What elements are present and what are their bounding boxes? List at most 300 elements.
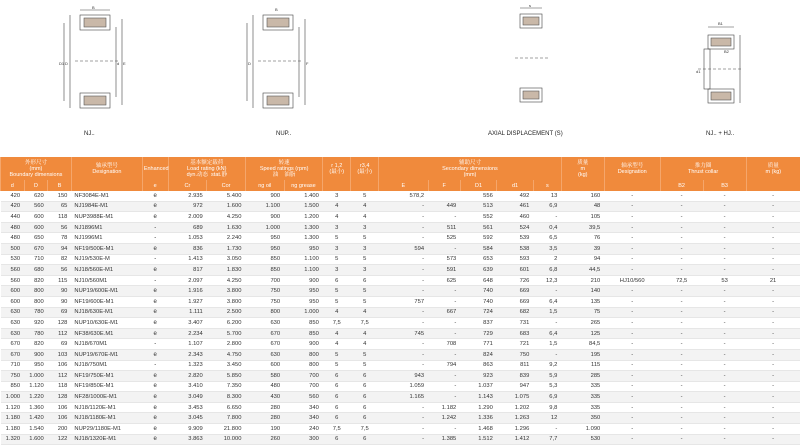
table-cell: 1.120 — [1, 402, 25, 413]
table-cell: 115 — [561, 360, 604, 371]
table-cell: 750 — [245, 296, 284, 307]
table-cell: 560 — [284, 392, 323, 403]
col-thrust-des-sub — [604, 180, 660, 191]
col-designation-sub — [71, 180, 142, 191]
table-cell: 4 — [323, 328, 351, 339]
table-cell: NJ1996M1 — [71, 233, 142, 244]
table-cell: e — [142, 191, 168, 201]
table-cell: 5 — [351, 296, 379, 307]
header-secondary: 辅助尺寸 Secondary dimensions (mm) — [379, 157, 562, 180]
table-cell: 118 — [48, 381, 72, 392]
table-cell: 1.412 — [497, 434, 534, 445]
table-cell: 440 — [1, 212, 25, 223]
table-cell: 3 — [351, 265, 379, 276]
table-cell: 3.049 — [168, 392, 207, 403]
table-cell: 780 — [24, 328, 48, 339]
table-cell: 4 — [323, 339, 351, 350]
table-cell: 593 — [497, 254, 534, 265]
table-cell: 1.100 — [284, 254, 323, 265]
table-cell: - — [142, 339, 168, 350]
table-cell: 1.336 — [460, 413, 497, 424]
table-cell: 420 — [1, 201, 25, 212]
table-cell: - — [428, 318, 460, 329]
table-cell: 1.360 — [24, 402, 48, 413]
table-cell: 76 — [561, 233, 604, 244]
table-cell: 6 — [351, 434, 379, 445]
table-cell: 480 — [1, 233, 25, 244]
table-cell: 7,5 — [351, 318, 379, 329]
table-cell: 6 — [351, 275, 379, 286]
table-cell: 4 — [323, 307, 351, 318]
table-row — [1, 349, 800, 360]
table-cell: 140 — [561, 286, 604, 297]
table-cell: 9.909 — [168, 424, 207, 435]
table-cell: 340 — [284, 402, 323, 413]
table-cell: 594 — [379, 243, 428, 254]
table-cell: 4 — [351, 339, 379, 350]
table-cell: 757 — [379, 296, 428, 307]
table-cell: - — [660, 413, 703, 424]
table-cell: 750 — [245, 286, 284, 297]
table-cell: - — [746, 371, 800, 382]
table-cell: 5 — [323, 360, 351, 371]
table-cell: 1.100 — [284, 265, 323, 276]
table-cell: 1.730 — [207, 243, 246, 254]
table-cell: - — [379, 318, 428, 329]
table-row — [1, 328, 800, 339]
table-cell: 6.200 — [207, 318, 246, 329]
table-cell: 3.045 — [168, 413, 207, 424]
table-cell: 1.630 — [207, 222, 246, 233]
table-cell: 5 — [351, 360, 379, 371]
table-cell: 839 — [497, 371, 534, 382]
table-cell: 90 — [48, 296, 72, 307]
table-cell: 630 — [1, 318, 25, 329]
table-cell: - — [660, 212, 703, 223]
table-cell: 972 — [168, 201, 207, 212]
table-cell: 4.250 — [207, 212, 246, 223]
table-cell: 669 — [497, 286, 534, 297]
label-s: s — [529, 3, 531, 8]
table-cell: 729 — [460, 328, 497, 339]
table-cell: 670 — [245, 339, 284, 350]
table-cell: e — [142, 328, 168, 339]
table-cell: - — [379, 349, 428, 360]
table-cell: 600 — [245, 360, 284, 371]
table-cell: - — [703, 328, 746, 339]
diagram-axial — [495, 2, 565, 122]
table-cell: 2.800 — [207, 339, 246, 350]
col-enhanced-mark: e — [142, 180, 168, 191]
table-cell: - — [660, 339, 703, 350]
table-cell: - — [604, 349, 660, 360]
table-cell: 128 — [48, 318, 72, 329]
table-cell: 3.407 — [168, 318, 207, 329]
table-cell: - — [746, 265, 800, 276]
header-thrust-designation: 轴承型号 Designation — [604, 157, 660, 180]
table-cell: 6,8 — [533, 265, 561, 276]
table-cell: - — [746, 360, 800, 371]
table-cell: 3.863 — [168, 434, 207, 445]
table-cell: 1.300 — [284, 233, 323, 244]
table-cell: - — [379, 307, 428, 318]
table-cell: 5 — [323, 349, 351, 360]
table-cell: 800 — [24, 286, 48, 297]
table-cell: - — [604, 413, 660, 424]
table-cell: 160 — [561, 191, 604, 201]
table-cell: - — [746, 307, 800, 318]
table-cell: 3.450 — [207, 360, 246, 371]
table-cell: 3 — [323, 222, 351, 233]
table-cell: NJ19/530E-M — [71, 254, 142, 265]
header-thrust-weight: 质量 m (kg) — [746, 157, 800, 180]
table-cell: 106 — [48, 402, 72, 413]
table-cell: 78 — [48, 233, 72, 244]
table-cell: - — [604, 328, 660, 339]
table-cell: NJ18/1320E-M1 — [71, 434, 142, 445]
table-cell: 1.413 — [168, 254, 207, 265]
table-cell: 740 — [460, 296, 497, 307]
table-cell: NJ1984E-M1 — [71, 201, 142, 212]
table-cell: e — [142, 286, 168, 297]
table-cell: - — [746, 233, 800, 244]
diagram-nj — [50, 5, 140, 125]
table-cell: - — [660, 424, 703, 435]
table-cell: 800 — [284, 360, 323, 371]
table-cell: e — [142, 212, 168, 223]
table-cell: NJ18/670M1 — [71, 339, 142, 350]
table-cell: 21.800 — [207, 424, 246, 435]
table-cell: 56 — [48, 222, 72, 233]
table-cell: 492 — [497, 191, 534, 201]
table-cell: - — [660, 296, 703, 307]
table-cell: - — [746, 434, 800, 445]
table-cell: 12 — [533, 413, 561, 424]
table-cell: 112 — [48, 371, 72, 382]
table-cell: 824 — [460, 349, 497, 360]
table-cell: e — [142, 201, 168, 212]
table-cell: 511 — [428, 222, 460, 233]
table-cell: - — [604, 254, 660, 265]
table-cell: 630 — [245, 349, 284, 360]
table-cell: 75 — [561, 307, 604, 318]
header-weight: 质量 m (kg) — [561, 157, 604, 180]
table-cell: 112 — [48, 328, 72, 339]
table-cell: NJ18/560E-M1 — [71, 265, 142, 276]
caption-nj: NJ.. — [84, 131, 95, 137]
table-cell: - — [428, 424, 460, 435]
table-cell: 7,5 — [323, 424, 351, 435]
table-cell: 7.350 — [207, 381, 246, 392]
table-cell: e — [142, 371, 168, 382]
table-cell: - — [746, 402, 800, 413]
table-cell: 82 — [48, 254, 72, 265]
table-cell: 1.165 — [379, 392, 428, 403]
table-cell: e — [142, 413, 168, 424]
table-cell: 1.296 — [497, 424, 534, 435]
table-cell: - — [604, 424, 660, 435]
table-cell: - — [746, 243, 800, 254]
table-cell: e — [142, 402, 168, 413]
table-cell: - — [703, 212, 746, 223]
table-cell: e — [142, 349, 168, 360]
table-cell: 1.500 — [284, 201, 323, 212]
table-cell: - — [660, 318, 703, 329]
table-row — [1, 318, 800, 329]
table-cell: 625 — [428, 275, 460, 286]
table-row — [1, 212, 800, 223]
table-cell: 689 — [168, 222, 207, 233]
table-cell: NJ10/560M1 — [71, 275, 142, 286]
table-cell: 6 — [323, 371, 351, 382]
table-cell: 1.037 — [460, 381, 497, 392]
table-cell: 630 — [1, 328, 25, 339]
table-cell: 335 — [561, 381, 604, 392]
table-cell: - — [604, 222, 660, 233]
table-cell: 1.927 — [168, 296, 207, 307]
table-cell: 524 — [497, 222, 534, 233]
table-cell: 6 — [351, 413, 379, 424]
table-cell: 670 — [1, 349, 25, 360]
col-E: E — [379, 180, 428, 191]
table-cell: 947 — [497, 381, 534, 392]
table-row — [1, 296, 800, 307]
table-cell: 750 — [1, 371, 25, 382]
table-cell: - — [703, 381, 746, 392]
table-cell: - — [142, 360, 168, 371]
table-cell: 726 — [497, 275, 534, 286]
table-cell: NUP19/670E-M1 — [71, 349, 142, 360]
table-cell: - — [660, 349, 703, 360]
table-cell: 6.650 — [207, 402, 246, 413]
table-cell: HJ10/560 — [604, 275, 660, 286]
label-b2: B2 — [724, 49, 730, 54]
table-cell: - — [746, 286, 800, 297]
table-cell: - — [428, 328, 460, 339]
table-row — [1, 307, 800, 318]
table-cell: 560 — [1, 265, 25, 276]
table-cell: - — [379, 265, 428, 276]
table-cell: 56 — [48, 265, 72, 276]
header-r34: r3,4 (最小) — [351, 157, 379, 180]
table-cell: 5.400 — [207, 191, 246, 201]
table-cell: - — [660, 360, 703, 371]
table-cell: 2.935 — [168, 191, 207, 201]
table-cell: 72,5 — [660, 275, 703, 286]
table-row — [1, 254, 800, 265]
table-cell: - — [379, 339, 428, 350]
table-cell: - — [379, 402, 428, 413]
table-cell: 1.290 — [460, 402, 497, 413]
table-cell: - — [428, 296, 460, 307]
table-cell: e — [142, 318, 168, 329]
table-cell: 5,9 — [533, 371, 561, 382]
table-cell: 6 — [323, 434, 351, 445]
table-cell: 118 — [48, 212, 72, 223]
table-cell: 820 — [24, 275, 48, 286]
table-cell: e — [142, 307, 168, 318]
table-cell: NJ18/750M1 — [71, 360, 142, 371]
table-cell: - — [604, 296, 660, 307]
table-cell: 128 — [48, 392, 72, 403]
table-cell: - — [379, 413, 428, 424]
table-cell: 350 — [561, 413, 604, 424]
table-cell: 794 — [428, 360, 460, 371]
table-cell: 1.420 — [24, 413, 48, 424]
table-cell: - — [604, 371, 660, 382]
header-designation: 轴承型号 Designation — [71, 157, 142, 180]
table-cell: 69 — [48, 307, 72, 318]
table-cell: 84,5 — [561, 339, 604, 350]
table-row — [1, 413, 800, 424]
table-cell: 69 — [48, 339, 72, 350]
table-cell: - — [703, 296, 746, 307]
table-cell: 103 — [48, 349, 72, 360]
table-cell: 721 — [497, 339, 534, 350]
table-cell: - — [604, 265, 660, 276]
table-cell: 650 — [24, 233, 48, 244]
table-cell: 683 — [497, 328, 534, 339]
table-cell: 2.240 — [207, 233, 246, 244]
table-cell: 1.059 — [379, 381, 428, 392]
table-row — [1, 233, 800, 244]
table-cell: - — [533, 349, 561, 360]
table-cell: 513 — [460, 201, 497, 212]
table-cell: 560 — [24, 201, 48, 212]
table-cell: - — [660, 434, 703, 445]
table-cell: 6 — [323, 402, 351, 413]
table-cell: 700 — [245, 275, 284, 286]
table-cell: 135 — [561, 296, 604, 307]
col-s: s — [533, 180, 561, 191]
label-b: B — [92, 5, 95, 10]
table-row — [1, 371, 800, 382]
table-cell: 1.540 — [24, 424, 48, 435]
table-row — [1, 275, 800, 286]
table-cell: - — [428, 392, 460, 403]
table-cell: 1.385 — [428, 434, 460, 445]
table-cell: - — [604, 402, 660, 413]
col-d1: d1 — [497, 180, 534, 191]
col-oil: ng oil — [245, 180, 284, 191]
table-cell: 7,5 — [323, 318, 351, 329]
table-cell: 817 — [168, 265, 207, 276]
table-cell — [428, 191, 460, 201]
col-F: F — [428, 180, 460, 191]
label-e: E — [123, 61, 126, 66]
table-cell: 1.000 — [284, 307, 323, 318]
table-cell: 591 — [428, 265, 460, 276]
col-cor: Cor — [207, 180, 246, 191]
table-cell: 150 — [48, 191, 72, 201]
table-cell: 449 — [428, 201, 460, 212]
col-B: B — [48, 180, 72, 191]
table-cell: - — [746, 392, 800, 403]
table-cell: - — [746, 381, 800, 392]
table-row — [1, 191, 800, 201]
table-cell: 850 — [1, 381, 25, 392]
table-cell: 5 — [351, 349, 379, 360]
table-cell: 260 — [245, 434, 284, 445]
table-cell: 195 — [561, 349, 604, 360]
table-cell: 94 — [48, 243, 72, 254]
table-cell: 3.453 — [168, 402, 207, 413]
table-cell: 1,5 — [533, 307, 561, 318]
table-cell: 1.200 — [284, 212, 323, 223]
table-cell: 53 — [703, 275, 746, 286]
table-cell: 65 — [48, 201, 72, 212]
table-cell: - — [703, 201, 746, 212]
table-cell: - — [746, 201, 800, 212]
table-cell: - — [703, 339, 746, 350]
table-cell: 335 — [561, 402, 604, 413]
table-cell: - — [428, 212, 460, 223]
table-cell: 863 — [460, 360, 497, 371]
table-cell: - — [660, 392, 703, 403]
table-cell: 8.300 — [207, 392, 246, 403]
table-cell: 190 — [245, 424, 284, 435]
table-cell: - — [703, 222, 746, 233]
diagram-nup — [233, 5, 323, 125]
table-cell: 556 — [460, 191, 497, 201]
table-cell: - — [604, 233, 660, 244]
table-cell: 1.182 — [428, 402, 460, 413]
table-cell: 1.400 — [284, 191, 323, 201]
table-cell: - — [746, 191, 800, 201]
table-cell: 3.410 — [168, 381, 207, 392]
table-cell: - — [142, 275, 168, 286]
table-cell: 800 — [24, 296, 48, 307]
label-d1-hj: d1 — [696, 69, 701, 74]
table-cell: - — [379, 201, 428, 212]
table-cell: 1.512 — [460, 434, 497, 445]
table-cell: - — [660, 222, 703, 233]
table-cell: 1.320 — [1, 434, 25, 445]
table-cell: 4 — [351, 328, 379, 339]
table-cell: 500 — [1, 243, 25, 254]
table-row — [1, 286, 800, 297]
table-cell: 1.263 — [497, 413, 534, 424]
table-cell: 3.800 — [207, 286, 246, 297]
table-cell: - — [660, 381, 703, 392]
table-cell: NJ18/630E-M1 — [71, 307, 142, 318]
table-cell: 811 — [497, 360, 534, 371]
table-cell: - — [703, 392, 746, 403]
table-cell: 525 — [428, 233, 460, 244]
table-cell: 800 — [284, 349, 323, 360]
table-cell: 6 — [323, 275, 351, 286]
table-cell: - — [604, 286, 660, 297]
table-cell: - — [379, 360, 428, 371]
table-cell: 943 — [379, 371, 428, 382]
table-row — [1, 360, 800, 371]
table-row — [1, 402, 800, 413]
table-cell: 1.143 — [460, 392, 497, 403]
table-cell: 5 — [351, 254, 379, 265]
table-cell: - — [703, 318, 746, 329]
table-cell: - — [746, 328, 800, 339]
table-cell: NUP3988E-M1 — [71, 212, 142, 223]
table-cell: 670 — [1, 339, 25, 350]
table-cell: 122 — [48, 434, 72, 445]
table-cell: 900 — [24, 349, 48, 360]
table-cell: 125 — [561, 328, 604, 339]
table-cell: 4 — [351, 307, 379, 318]
bearing-diagrams — [0, 0, 800, 150]
table-cell: 5.850 — [207, 371, 246, 382]
header-boundary: 外形尺寸 (mm) Boundary dimensions — [1, 157, 72, 180]
table-cell: 13 — [533, 191, 561, 201]
